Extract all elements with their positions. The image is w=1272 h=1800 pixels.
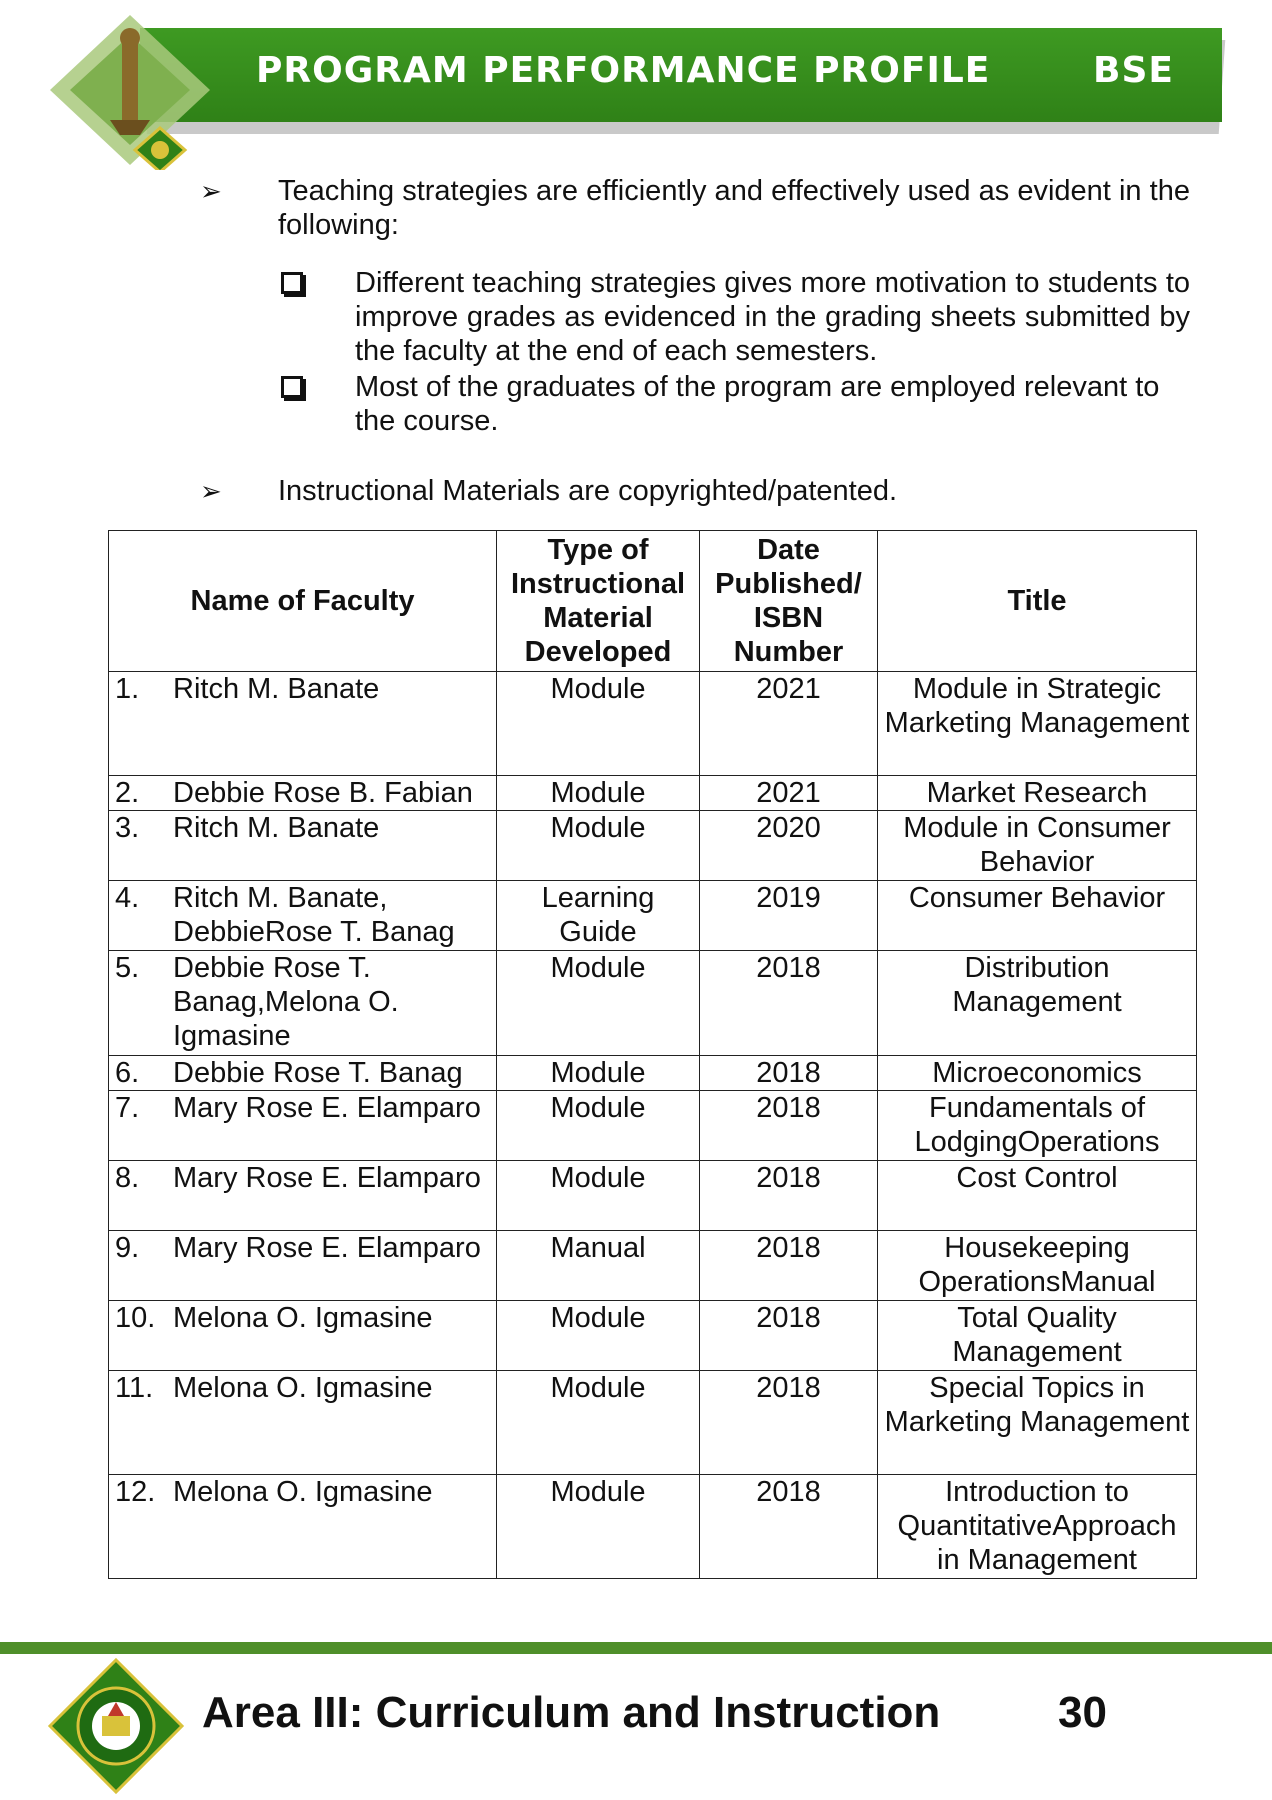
sub-bullet-text: Different teaching strategies gives more motivation to students to improve grades as evidenced in the grading sheets submitted by the faculty at the end of each semesters.: [355, 267, 1190, 367]
header-logo-icon: [40, 10, 240, 170]
table-row: [109, 1161, 1197, 1231]
faculty-cell: [109, 1475, 497, 1579]
sub-bullet-text: Most of the graduates of the program are employed relevant to the course.: [355, 371, 1160, 437]
page-number: 30: [1058, 1688, 1107, 1737]
table-row: [109, 1056, 1197, 1091]
table-row: [109, 1475, 1197, 1579]
faculty-name: Mary Rose E. Elamparo: [173, 1092, 481, 1124]
faculty-cell: [109, 951, 497, 1056]
header-title: Title: [878, 531, 1197, 672]
date-published: 2018: [700, 1301, 878, 1371]
table-row: [109, 811, 1197, 881]
date-published: 2019: [700, 881, 878, 951]
row-number: 11.: [115, 1372, 154, 1404]
page-header-title: PROGRAM PERFORMANCE PROFILE: [256, 50, 991, 91]
material-title: Microeconomics: [878, 1056, 1197, 1091]
material-title: Module in Consumer Behavior: [878, 811, 1197, 881]
material-title: Consumer Behavior: [878, 881, 1197, 951]
date-published: 2018: [700, 1371, 878, 1475]
arrow-bullet-icon: ➢: [200, 476, 222, 506]
table-row: [109, 1371, 1197, 1475]
faculty-name: Debbie Rose T. Banag,Melona O. Igmasine: [173, 952, 399, 1052]
row-number: 1.: [115, 673, 140, 705]
table-row: [109, 1091, 1197, 1161]
faculty-cell: [109, 776, 497, 811]
material-title: Housekeeping OperationsManual: [878, 1231, 1197, 1301]
material-type: Manual: [497, 1231, 700, 1301]
faculty-name: Mary Rose E. Elamparo: [173, 1162, 481, 1194]
program-code: BSE: [1093, 50, 1174, 91]
faculty-name: Melona O. Igmasine: [173, 1476, 433, 1508]
faculty-name: Ritch M. Banate: [173, 812, 380, 844]
material-title: Special Topics in Marketing Management: [878, 1371, 1197, 1475]
faculty-cell: [109, 1231, 497, 1301]
header-type-of-material: Type of Instructional Material Developed: [497, 531, 700, 672]
row-number: 3.: [115, 812, 140, 844]
date-published: 2018: [700, 951, 878, 1056]
row-number: 7.: [115, 1092, 140, 1124]
material-title: Module in Strategic Marketing Management: [878, 672, 1197, 776]
material-title: Distribution Management: [878, 951, 1197, 1056]
faculty-cell: [109, 811, 497, 881]
faculty-cell: [109, 1371, 497, 1475]
row-number: 4.: [115, 882, 140, 914]
material-title: Cost Control: [878, 1161, 1197, 1231]
material-type: Module: [497, 776, 700, 811]
table-row: [109, 1301, 1197, 1371]
faculty-cell: [109, 672, 497, 776]
faculty-name: Debbie Rose B. Fabian: [173, 777, 473, 809]
date-published: 2021: [700, 776, 878, 811]
material-type: Module: [497, 951, 700, 1056]
material-type: Module: [497, 811, 700, 881]
date-published: 2020: [700, 811, 878, 881]
instructional-materials-table: [108, 530, 1197, 1579]
material-type: Module: [497, 1091, 700, 1161]
material-title: Total Quality Management: [878, 1301, 1197, 1371]
table-row: [109, 776, 1197, 811]
row-number: 9.: [115, 1232, 140, 1264]
material-type: Learning Guide: [497, 881, 700, 951]
table-row: [109, 672, 1197, 776]
date-published: 2018: [700, 1231, 878, 1301]
row-number: 5.: [115, 952, 140, 984]
checkbox-bullet-icon: [281, 272, 303, 294]
faculty-name: Melona O. Igmasine: [173, 1372, 433, 1404]
faculty-name: Melona O. Igmasine: [173, 1302, 433, 1334]
arrow-bullet-icon: ➢: [200, 176, 222, 206]
faculty-name: Mary Rose E. Elamparo: [173, 1232, 481, 1264]
footer-divider: [0, 1642, 1272, 1654]
date-published: 2018: [700, 1056, 878, 1091]
table-header-row: [109, 531, 1197, 672]
faculty-cell: [109, 1091, 497, 1161]
table-row: [109, 951, 1197, 1056]
faculty-name: Ritch M. Banate: [173, 673, 380, 705]
material-type: Module: [497, 1475, 700, 1579]
date-published: 2018: [700, 1475, 878, 1579]
bullet-text: Instructional Materials are copyrighted/patented.: [278, 475, 898, 507]
date-published: 2021: [700, 672, 878, 776]
row-number: 12.: [115, 1476, 156, 1508]
header-date-published: Date Published/ ISBN Number: [700, 531, 878, 672]
material-type: Module: [497, 1056, 700, 1091]
table-row: [109, 1231, 1197, 1301]
faculty-name: Debbie Rose T. Banag: [173, 1057, 463, 1089]
faculty-cell: [109, 1301, 497, 1371]
date-published: 2018: [700, 1161, 878, 1231]
faculty-cell: [109, 1161, 497, 1231]
bullet-text: Teaching strategies are efficiently and effectively used as evident in the following:: [278, 175, 1190, 241]
row-number: 10.: [115, 1302, 156, 1334]
material-type: Module: [497, 672, 700, 776]
material-title: Fundamentals of LodgingOperations: [878, 1091, 1197, 1161]
row-number: 6.: [115, 1057, 140, 1089]
material-type: Module: [497, 1301, 700, 1371]
university-seal-icon: [46, 1656, 186, 1796]
row-number: 2.: [115, 777, 140, 809]
material-title: Introduction to QuantitativeApproach in Management: [878, 1475, 1197, 1579]
row-number: 8.: [115, 1162, 140, 1194]
faculty-cell: [109, 1056, 497, 1091]
material-type: Module: [497, 1371, 700, 1475]
faculty-name: Ritch M. Banate, DebbieRose T. Banag: [173, 882, 455, 948]
footer-area-title: Area III: Curriculum and Instruction: [202, 1688, 941, 1737]
material-type: Module: [497, 1161, 700, 1231]
date-published: 2018: [700, 1091, 878, 1161]
checkbox-bullet-icon: [281, 376, 303, 398]
faculty-cell: [109, 881, 497, 951]
header-name-of-faculty: Name of Faculty: [109, 531, 497, 672]
table-row: [109, 881, 1197, 951]
material-title: Market Research: [878, 776, 1197, 811]
